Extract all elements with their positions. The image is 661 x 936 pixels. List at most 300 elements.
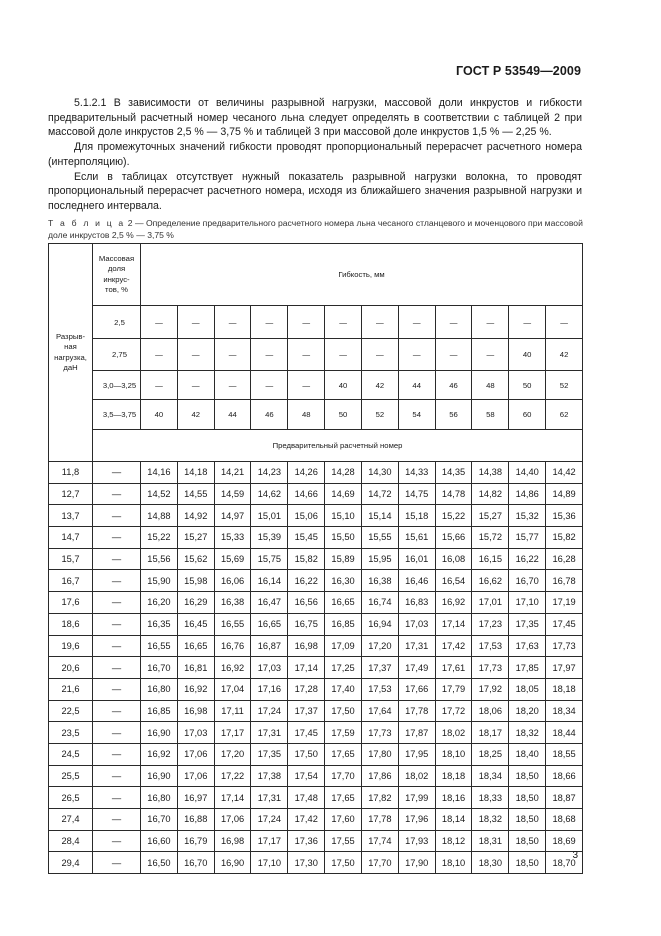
estimated-number-cell: 16,65 — [177, 635, 214, 657]
estimated-number-cell: 18,50 — [509, 765, 546, 787]
breaking-load-cell: 28,4 — [49, 830, 93, 852]
estimated-number-cell: 17,54 — [288, 765, 325, 787]
mass-fraction-cell: 2,75 — [93, 339, 141, 371]
estimated-number-cell: 14,86 — [509, 483, 546, 505]
estimated-number-cell: 16,85 — [141, 700, 178, 722]
estimated-number-cell: 17,99 — [398, 787, 435, 809]
estimated-number-cell: — — [93, 678, 141, 700]
flexibility-value-cell: — — [361, 306, 398, 339]
flexibility-value-cell: — — [177, 339, 214, 371]
estimated-number-cell: 15,90 — [141, 570, 178, 592]
estimated-number-cell: 16,79 — [177, 830, 214, 852]
table-caption-text: 2 — Определение предварительного расчетного номера льна чесаного стланцевого и моченцового при массовой доле инкрустов 2,5 % — 3,75 % — [48, 218, 583, 240]
estimated-number-cell: 17,14 — [435, 613, 472, 635]
flexibility-value-cell: — — [435, 339, 472, 371]
mass-fraction-cell: 3,0—3,25 — [93, 371, 141, 400]
estimated-number-cell: 18,16 — [435, 787, 472, 809]
estimated-number-cell: 16,83 — [398, 592, 435, 614]
estimated-number-cell: 16,62 — [472, 570, 509, 592]
estimated-number-cell: 18,33 — [472, 787, 509, 809]
table-row — [49, 613, 583, 635]
table-body — [49, 462, 583, 874]
breaking-load-cell: 26,5 — [49, 787, 93, 809]
estimated-number-cell: 18,87 — [546, 787, 583, 809]
flexibility-value-cell: — — [546, 306, 583, 339]
estimated-number-cell: 14,18 — [177, 462, 214, 484]
table-row — [49, 765, 583, 787]
flexibility-value-cell: 62 — [546, 400, 583, 430]
estimated-number-cell: 17,42 — [288, 809, 325, 831]
estimated-number-cell: 17,65 — [325, 743, 362, 765]
estimated-number-cell: 17,78 — [361, 809, 398, 831]
estimated-number-cell: 16,90 — [214, 852, 251, 874]
flexibility-value-cell: 54 — [398, 400, 435, 430]
flexibility-value-cell: — — [214, 306, 251, 339]
estimated-number-cell: 17,14 — [214, 787, 251, 809]
breaking-load-cell: 11,8 — [49, 462, 93, 484]
flexibility-value-cell: — — [141, 339, 178, 371]
estimated-number-cell: 18,50 — [509, 787, 546, 809]
flexibility-value-cell: — — [325, 306, 362, 339]
estimated-number-cell: 16,38 — [214, 592, 251, 614]
estimated-number-cell: — — [93, 743, 141, 765]
flexibility-value-cell: 44 — [214, 400, 251, 430]
table-header — [49, 244, 583, 462]
flexibility-value-cell: — — [251, 339, 288, 371]
estimated-number-cell: — — [93, 527, 141, 549]
estimated-number-cell: 16,80 — [141, 787, 178, 809]
estimated-number-cell: 17,36 — [288, 830, 325, 852]
estimated-number-cell: 16,29 — [177, 592, 214, 614]
estimated-number-cell: 15,39 — [251, 527, 288, 549]
estimated-number-cell: 17,10 — [251, 852, 288, 874]
flex-row — [49, 400, 583, 430]
estimated-number-cell: 18,55 — [546, 743, 583, 765]
flexibility-value-cell: — — [509, 306, 546, 339]
table-row — [49, 527, 583, 549]
flexibility-value-cell: — — [141, 371, 178, 400]
estimated-number-cell: 18,05 — [509, 678, 546, 700]
estimated-number-cell: 18,32 — [509, 722, 546, 744]
estimated-number-cell: — — [93, 809, 141, 831]
estimated-number-cell: 16,56 — [288, 592, 325, 614]
flexibility-value-cell: 42 — [361, 371, 398, 400]
flexibility-value-cell: — — [177, 306, 214, 339]
estimated-number-cell: 17,01 — [472, 592, 509, 614]
estimated-number-cell: 16,75 — [288, 613, 325, 635]
estimated-number-cell: 17,95 — [398, 743, 435, 765]
estimated-number-cell: 18,10 — [435, 852, 472, 874]
estimated-number-cell: 17,20 — [361, 635, 398, 657]
estimated-number-cell: 18,66 — [546, 765, 583, 787]
estimated-number-cell: 16,70 — [177, 852, 214, 874]
estimated-number-cell: 15,06 — [288, 505, 325, 527]
table-row — [49, 678, 583, 700]
estimated-number-cell: 14,89 — [546, 483, 583, 505]
estimated-number-cell: 16,45 — [177, 613, 214, 635]
flexibility-value-cell: — — [251, 306, 288, 339]
estimated-number-cell: 15,36 — [546, 505, 583, 527]
breaking-load-cell: 12,7 — [49, 483, 93, 505]
table-row — [49, 462, 583, 484]
flexibility-value-cell: — — [288, 306, 325, 339]
estimated-number-cell: 17,31 — [251, 722, 288, 744]
estimated-number-cell: 16,60 — [141, 830, 178, 852]
estimated-number-cell: 18,10 — [435, 743, 472, 765]
estimated-number-cell: 17,65 — [325, 787, 362, 809]
estimated-number-cell: 16,08 — [435, 548, 472, 570]
estimated-number-cell: 15,98 — [177, 570, 214, 592]
estimated-number-cell: 15,50 — [325, 527, 362, 549]
estimated-number-cell: 15,75 — [251, 548, 288, 570]
breaking-load-cell: 15,7 — [49, 548, 93, 570]
estimated-number-cell: 14,21 — [214, 462, 251, 484]
flexibility-value-cell: — — [288, 339, 325, 371]
flex-row — [49, 371, 583, 400]
breaking-load-cell: 27,4 — [49, 809, 93, 831]
flexibility-value-cell: 52 — [361, 400, 398, 430]
flexibility-value-cell: 40 — [141, 400, 178, 430]
estimated-number-cell: 16,78 — [546, 570, 583, 592]
estimated-number-cell: 17,37 — [288, 700, 325, 722]
estimated-number-cell: 14,92 — [177, 505, 214, 527]
estimated-number-cell: 17,73 — [361, 722, 398, 744]
estimated-number-cell: 17,50 — [325, 852, 362, 874]
estimated-number-cell: — — [93, 483, 141, 505]
estimated-number-cell: 18,06 — [472, 700, 509, 722]
estimated-number-cell: 18,50 — [509, 830, 546, 852]
estimated-number-cell: 17,50 — [288, 743, 325, 765]
estimated-number-cell: 18,17 — [472, 722, 509, 744]
estimated-number-cell: 18,32 — [472, 809, 509, 831]
estimated-number-cell: 18,50 — [509, 852, 546, 874]
estimated-number-cell: 17,03 — [177, 722, 214, 744]
estimated-number-cell: 15,22 — [435, 505, 472, 527]
estimated-number-cell: 16,98 — [214, 830, 251, 852]
estimated-number-cell: 17,40 — [325, 678, 362, 700]
table-row — [49, 787, 583, 809]
estimated-number-cell: 16,98 — [288, 635, 325, 657]
flexibility-value-cell: — — [398, 339, 435, 371]
estimated-number-cell: 15,66 — [435, 527, 472, 549]
estimated-number-cell: 17,28 — [288, 678, 325, 700]
estimated-number-cell: 17,53 — [472, 635, 509, 657]
estimated-number-cell: 17,25 — [325, 657, 362, 679]
flexibility-value-cell: 60 — [509, 400, 546, 430]
flexibility-value-cell: 56 — [435, 400, 472, 430]
flexibility-value-cell: 58 — [472, 400, 509, 430]
estimated-number-cell: 18,18 — [435, 765, 472, 787]
table-row — [49, 830, 583, 852]
table-row — [49, 505, 583, 527]
estimated-number-cell: — — [93, 548, 141, 570]
estimated-number-cell: 14,69 — [325, 483, 362, 505]
estimated-number-cell: 16,92 — [141, 743, 178, 765]
flexibility-value-cell: 44 — [398, 371, 435, 400]
estimated-number-cell: 18,14 — [435, 809, 472, 831]
estimated-number-cell: 17,78 — [398, 700, 435, 722]
estimated-number-cell: 17,35 — [251, 743, 288, 765]
estimated-number-cell: 14,97 — [214, 505, 251, 527]
estimated-number-cell: 14,30 — [361, 462, 398, 484]
table-row — [49, 809, 583, 831]
estimated-number-cell: — — [93, 592, 141, 614]
estimated-number-cell: 17,74 — [361, 830, 398, 852]
estimated-number-cell: 17,37 — [361, 657, 398, 679]
estimated-number-cell: 17,14 — [288, 657, 325, 679]
estimated-number-cell: 16,46 — [398, 570, 435, 592]
flexibility-value-cell: 42 — [177, 400, 214, 430]
estimated-number-cell: — — [93, 787, 141, 809]
table-row — [49, 592, 583, 614]
flexibility-value-cell: 42 — [546, 339, 583, 371]
estimated-number-cell: — — [93, 765, 141, 787]
estimated-number-cell: 14,52 — [141, 483, 178, 505]
breaking-load-cell: 14,7 — [49, 527, 93, 549]
document-header: ГОСТ Р 53549—2009 — [455, 64, 581, 78]
breaking-load-cell: 22,5 — [49, 700, 93, 722]
estimated-number-cell: 14,78 — [435, 483, 472, 505]
estimated-number-cell: 17,64 — [361, 700, 398, 722]
estimated-number-cell: 16,65 — [325, 592, 362, 614]
table-row — [49, 852, 583, 874]
estimated-number-cell: 15,62 — [177, 548, 214, 570]
estimated-number-cell: 17,86 — [361, 765, 398, 787]
flexibility-value-cell: — — [177, 371, 214, 400]
estimated-number-cell: 18,18 — [546, 678, 583, 700]
estimated-number-table — [48, 243, 583, 874]
estimated-number-cell: 16,55 — [214, 613, 251, 635]
estimated-number-cell: — — [93, 722, 141, 744]
estimated-number-cell: 18,31 — [472, 830, 509, 852]
estimated-number-cell: 14,66 — [288, 483, 325, 505]
estimated-number-cell: 17,06 — [177, 743, 214, 765]
estimated-number-cell: 15,72 — [472, 527, 509, 549]
estimated-number-cell: 16,70 — [509, 570, 546, 592]
estimated-number-cell: 16,30 — [325, 570, 362, 592]
estimated-number-cell: 16,80 — [141, 678, 178, 700]
estimated-number-cell: 14,26 — [288, 462, 325, 484]
estimated-number-cell: 17,80 — [361, 743, 398, 765]
estimated-number-cell: 17,72 — [435, 700, 472, 722]
table-row — [49, 548, 583, 570]
estimated-number-cell: 17,63 — [509, 635, 546, 657]
estimated-number-cell: 15,33 — [214, 527, 251, 549]
estimated-number-cell: 18,02 — [398, 765, 435, 787]
estimated-number-cell: 14,62 — [251, 483, 288, 505]
flexibility-value-cell: — — [141, 306, 178, 339]
estimated-number-cell: 15,69 — [214, 548, 251, 570]
estimated-number-cell: 15,61 — [398, 527, 435, 549]
estimated-number-cell: 17,45 — [546, 613, 583, 635]
estimated-number-cell: — — [93, 613, 141, 635]
estimated-number-cell: 16,50 — [141, 852, 178, 874]
breaking-load-cell: 18,6 — [49, 613, 93, 635]
flexibility-value-cell: — — [251, 371, 288, 400]
estimated-number-cell: 17,04 — [214, 678, 251, 700]
estimated-number-cell: 17,11 — [214, 700, 251, 722]
flexibility-value-cell: 50 — [325, 400, 362, 430]
estimated-number-cell: 16,81 — [177, 657, 214, 679]
header-mass-fraction: Массовая доля инкрус- тов, % — [93, 244, 141, 306]
body-text — [48, 96, 582, 214]
estimated-number-cell: 16,06 — [214, 570, 251, 592]
estimated-number-cell: 14,16 — [141, 462, 178, 484]
estimated-number-cell: 17,85 — [509, 657, 546, 679]
estimated-number-cell: 17,30 — [288, 852, 325, 874]
estimated-number-cell: 17,35 — [509, 613, 546, 635]
header-breaking-load: Разрыв- ная нагрузка, даН — [49, 244, 93, 462]
estimated-number-cell: 18,70 — [546, 852, 583, 874]
estimated-number-cell: 15,22 — [141, 527, 178, 549]
estimated-number-cell: — — [93, 657, 141, 679]
estimated-number-cell: 16,94 — [361, 613, 398, 635]
estimated-number-cell: 15,18 — [398, 505, 435, 527]
paragraph: 5.1.2.1 В зависимости от величины разрывной нагрузки, массовой доли инкрустов и гибкости предварительный расчетный номер чесаного льна следует определять в соответствии с таблицей 2 при массовой доле инкрустов 2,5 % — 3,75 % и таблицей 3 при массовой доле инкрустов 1,5 % — 2,25 %. — [48, 97, 582, 139]
estimated-number-cell: 17,06 — [177, 765, 214, 787]
estimated-number-cell: 16,55 — [141, 635, 178, 657]
estimated-number-cell: 17,53 — [361, 678, 398, 700]
estimated-number-cell: 14,23 — [251, 462, 288, 484]
estimated-number-cell: — — [93, 635, 141, 657]
estimated-number-cell: 16,90 — [141, 765, 178, 787]
estimated-number-cell: 17,60 — [325, 809, 362, 831]
flex-row — [49, 306, 583, 339]
estimated-number-cell: 16,74 — [361, 592, 398, 614]
mass-fraction-cell: 3,5—3,75 — [93, 400, 141, 430]
breaking-load-cell: 17,6 — [49, 592, 93, 614]
table-caption — [48, 218, 588, 241]
estimated-number-cell: 17,93 — [398, 830, 435, 852]
flexibility-value-cell: 48 — [288, 400, 325, 430]
estimated-number-cell: 15,55 — [361, 527, 398, 549]
estimated-number-cell: 18,50 — [509, 809, 546, 831]
header-estimated-number: Предварительный расчетный номер — [93, 430, 583, 462]
estimated-number-cell: 18,34 — [546, 700, 583, 722]
estimated-number-cell: 15,82 — [546, 527, 583, 549]
estimated-number-cell: 17,16 — [251, 678, 288, 700]
estimated-number-cell: 14,59 — [214, 483, 251, 505]
estimated-number-cell: 17,96 — [398, 809, 435, 831]
estimated-number-cell: 18,02 — [435, 722, 472, 744]
estimated-number-cell: 14,72 — [361, 483, 398, 505]
estimated-number-cell: 16,14 — [251, 570, 288, 592]
estimated-number-cell: 16,92 — [214, 657, 251, 679]
estimated-number-cell: 14,88 — [141, 505, 178, 527]
breaking-load-cell: 16,7 — [49, 570, 93, 592]
flex-row — [49, 339, 583, 371]
estimated-number-cell: 15,01 — [251, 505, 288, 527]
breaking-load-cell: 29,4 — [49, 852, 93, 874]
estimated-number-cell: — — [93, 462, 141, 484]
estimated-number-cell: 16,97 — [177, 787, 214, 809]
estimated-number-cell: 17,70 — [325, 765, 362, 787]
estimated-number-cell: — — [93, 852, 141, 874]
estimated-number-cell: 17,92 — [472, 678, 509, 700]
estimated-number-cell: 16,38 — [361, 570, 398, 592]
estimated-number-cell: 14,28 — [325, 462, 362, 484]
flexibility-value-cell: 46 — [435, 371, 472, 400]
flexibility-value-cell: — — [214, 371, 251, 400]
flexibility-value-cell: — — [472, 339, 509, 371]
table-caption-label: Т а б л и ц а — [48, 218, 126, 228]
table-row — [49, 700, 583, 722]
estimated-number-cell: 18,30 — [472, 852, 509, 874]
estimated-number-cell: 15,77 — [509, 527, 546, 549]
estimated-number-cell: 15,89 — [325, 548, 362, 570]
table-row — [49, 722, 583, 744]
estimated-number-cell: 17,31 — [251, 787, 288, 809]
estimated-number-cell: 17,19 — [546, 592, 583, 614]
breaking-load-cell: 13,7 — [49, 505, 93, 527]
estimated-number-cell: 14,33 — [398, 462, 435, 484]
table-row — [49, 743, 583, 765]
table-row — [49, 483, 583, 505]
estimated-number-cell: 17,66 — [398, 678, 435, 700]
estimated-number-cell: 17,38 — [251, 765, 288, 787]
estimated-number-cell: 16,92 — [177, 678, 214, 700]
estimated-number-cell: 16,70 — [141, 657, 178, 679]
estimated-number-cell: 15,27 — [177, 527, 214, 549]
estimated-number-cell: 17,73 — [472, 657, 509, 679]
estimated-number-cell: 14,35 — [435, 462, 472, 484]
flexibility-value-cell: 52 — [546, 371, 583, 400]
estimated-number-cell: 16,22 — [288, 570, 325, 592]
estimated-number-cell: 16,85 — [325, 613, 362, 635]
estimated-number-cell: 16,76 — [214, 635, 251, 657]
estimated-number-cell: 17,45 — [288, 722, 325, 744]
estimated-number-cell: 15,32 — [509, 505, 546, 527]
estimated-number-cell: 16,47 — [251, 592, 288, 614]
estimated-number-cell: 17,48 — [288, 787, 325, 809]
estimated-number-cell: 17,20 — [214, 743, 251, 765]
estimated-number-cell: 17,70 — [361, 852, 398, 874]
estimated-number-cell: 17,49 — [398, 657, 435, 679]
estimated-number-cell: 18,40 — [509, 743, 546, 765]
estimated-number-cell: 16,01 — [398, 548, 435, 570]
flexibility-value-cell: — — [288, 371, 325, 400]
breaking-load-cell: 23,5 — [49, 722, 93, 744]
estimated-number-cell: 18,44 — [546, 722, 583, 744]
estimated-number-cell: 17,61 — [435, 657, 472, 679]
estimated-number-cell: 18,25 — [472, 743, 509, 765]
estimated-number-cell: 14,38 — [472, 462, 509, 484]
estimated-number-cell: 16,54 — [435, 570, 472, 592]
estimated-number-cell: — — [93, 505, 141, 527]
flexibility-value-cell: 48 — [472, 371, 509, 400]
table-row — [49, 635, 583, 657]
estimated-number-cell: 17,87 — [398, 722, 435, 744]
flexibility-value-cell: — — [361, 339, 398, 371]
table-row — [49, 570, 583, 592]
flexibility-value-cell: 40 — [509, 339, 546, 371]
estimated-number-cell: 15,10 — [325, 505, 362, 527]
estimated-number-cell: 15,14 — [361, 505, 398, 527]
flexibility-value-cell: 50 — [509, 371, 546, 400]
flexibility-value-cell: — — [214, 339, 251, 371]
estimated-number-cell: 16,92 — [435, 592, 472, 614]
breaking-load-cell: 25,5 — [49, 765, 93, 787]
page-number: 3 — [572, 850, 578, 861]
estimated-number-cell: 18,68 — [546, 809, 583, 831]
estimated-number-cell: 15,82 — [288, 548, 325, 570]
estimated-number-cell: 14,40 — [509, 462, 546, 484]
estimated-number-cell: 18,12 — [435, 830, 472, 852]
estimated-number-cell: 18,69 — [546, 830, 583, 852]
estimated-number-cell: 17,59 — [325, 722, 362, 744]
mass-fraction-cell: 2,5 — [93, 306, 141, 339]
estimated-number-cell: 16,70 — [141, 809, 178, 831]
